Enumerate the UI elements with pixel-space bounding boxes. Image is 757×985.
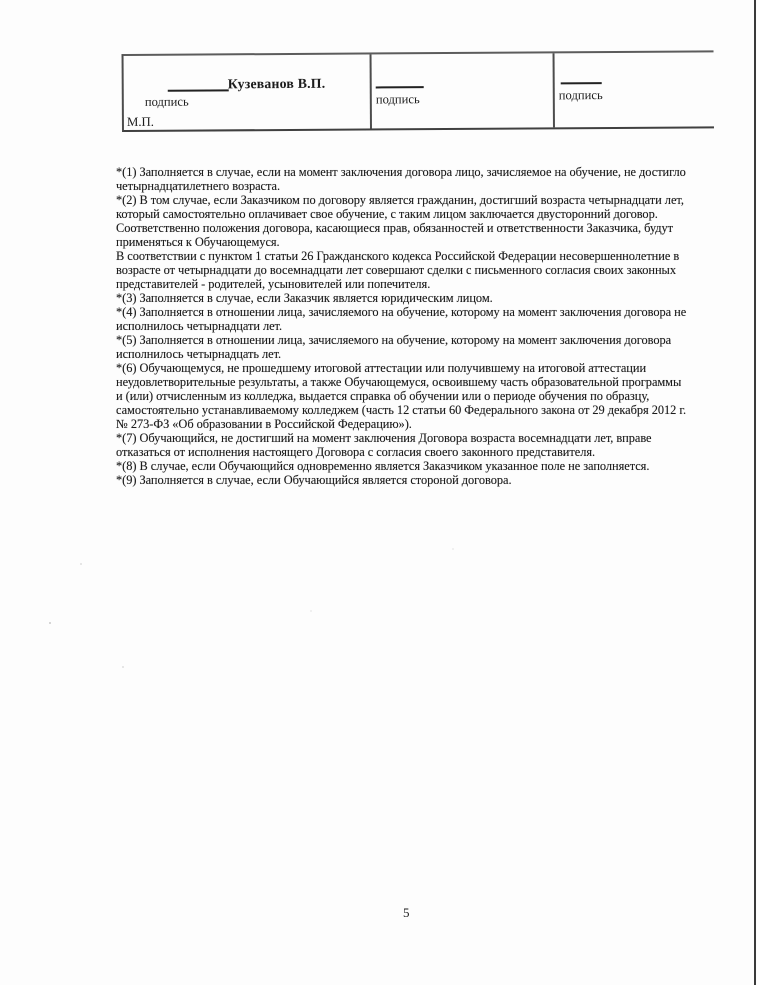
footnote-line: *(7) Обучающийся, не достигший на момент заключения Договора возраста восемнадцати лет, вправе <box>116 431 652 445</box>
footnote-line: *(9) Заполняется в случае, если Обучающийся является стороной договора. <box>116 473 512 487</box>
footnote-line: В соответствии с пунктом 1 статьи 26 Гражданского кодекса Российской Федерации несовершеннолетние в <box>116 249 680 263</box>
footnote-line: применяться к Обучающемуся. <box>116 235 280 249</box>
signature-table <box>122 50 714 132</box>
scan-edge-line <box>754 0 756 985</box>
footnote-line: самостоятельно устанавливаемому колледжем (часть 12 статьи 60 Федерального закона от 29 декабря 2012 г. <box>116 403 687 417</box>
footnote-line: *(6) Обучающемуся, не прошедшему итоговой аттестации или получившему на итоговой аттестации <box>116 361 647 375</box>
footnote-line: отказаться от исполнения настоящего Договора с согласия своего законного представителя. <box>116 445 596 459</box>
signature-caption: подпись <box>375 92 420 107</box>
signature-caption: подпись <box>144 94 189 109</box>
footnote-line: четырнадцатилетнего возраста. <box>116 179 281 193</box>
signature-line <box>168 89 229 91</box>
signature-cell-director <box>124 54 372 130</box>
signature-cell-student <box>555 52 714 127</box>
footnote-line: исполнилось четырнадцать лет. <box>116 347 282 361</box>
footnote-line: представителей - родителей, усыновителей или попечителя. <box>116 277 431 291</box>
signature-cell-customer <box>372 53 555 128</box>
footnote-line: *(2) В том случае, если Заказчиком по договору является гражданин, достигший возраста четырнадцати лет, <box>116 193 684 207</box>
signature-line <box>376 86 424 88</box>
signature-caption: подпись <box>558 88 603 103</box>
scan-speck <box>122 666 124 668</box>
footnote-line: *(4) Заполняется в отношении лица, зачисляемого на обучение, которому на момент заключения договора не <box>116 305 687 319</box>
signature-line <box>561 82 602 84</box>
scan-speck <box>310 610 312 612</box>
footnotes-block <box>116 165 740 487</box>
footnote-line: № 273-ФЗ «Об образовании в Российской Федерацию»). <box>116 417 412 431</box>
footnote-line: который самостоятельно оплачивает свое обучение, с таким лицом заключается двусторонний договор. <box>116 207 658 221</box>
footnote-line: *(8) В случае, если Обучающийся одновременно является Заказчиком указанное поле не заполняется. <box>116 459 650 473</box>
footnote-line: неудовлетворительные результаты, а также Обучающемуся, освоившему часть образовательной программы <box>116 375 682 389</box>
footnote-line: и (или) отчисленным из колледжа, выдается справка об обучении или о периоде обучения по образцу, <box>116 389 650 403</box>
scan-speck <box>49 622 51 624</box>
footnote-line: *(1) Заполняется в случае, если на момент заключения договора лицо, зачисляемое на обучение, не достигло <box>116 165 686 179</box>
signatory-name: Кузеванов В.П. <box>227 75 326 92</box>
scan-speck <box>452 548 454 550</box>
footnote-line: *(5) Заполняется в отношении лица, зачисляемого на обучение, которому на момент заключения договора <box>116 333 672 347</box>
page-number: 5 <box>403 905 410 920</box>
seal-mark: М.П. <box>126 114 155 129</box>
footnote-line: исполнилось четырнадцати лет. <box>116 319 283 333</box>
scan-speck <box>80 563 82 565</box>
footnote-line: возрасте от четырнадцати до восемнадцати лет совершают сделки с письменного согласия своих законных <box>116 263 676 277</box>
footnote-line: *(3) Заполняется в случае, если Заказчик является юридическим лицом. <box>116 291 493 305</box>
footnote-line: Соответственно положения договора, касающиеся прав, обязанностей и ответственности Заказчика, будут <box>116 221 673 235</box>
